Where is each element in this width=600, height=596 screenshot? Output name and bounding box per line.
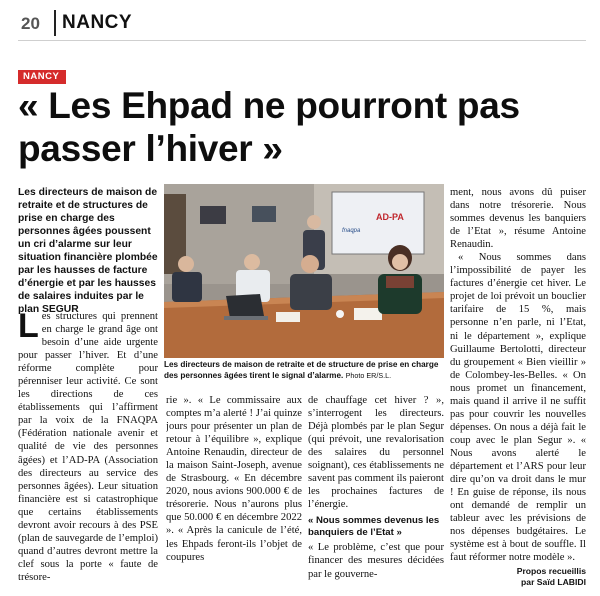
article-column-4 (450, 186, 586, 564)
column-1-text: es structures qui prennent en charge le grand âge ont besoin d’une aide urgente pour passer l’hiver. Et d’une réforme complète pour pérenniser leur activité. Ce sont les directions de ces établissements qui l’affirment par la voix de la FNAQPA (Fédération nationale avenir et qualité de vie des personnes âgées) et l’AD-PA (Association des directeurs au service des personnes âgées). Leur situation financière est si catastrophique que certains établissements devront avoir recours à des PSE (plan de sauvegarde de l’emploi) quand d’autres devront mettre la clef sous la porte « faute de trésore- (18, 311, 158, 583)
column-2-text: rie ». « Le commissaire aux comptes m’a alerté ! J’ai quinze jours pour présenter un plan de retour à l’équilibre », explique Antoine Renaudin, directeur de la maison Saint-Joseph, avenue de Strasbourg. « En décembre 2020, nous avions 900.000 € de trésorerie. Nous n’aurons plus que 50.000 € en décembre 2022 ». « Après la canicule de l’été, les Ehpads feront-ils l’objet de coupures (166, 395, 302, 563)
article-column-3 (308, 394, 444, 584)
column-4-paragraph-1: ment, nous avons dû puiser dans notre trésorerie. Nous sommes devenus les banquiers de l’Etat », résume Antoine Renaudin. (450, 187, 586, 251)
section-title: NANCY (62, 12, 133, 33)
headline: « Les Ehpad ne pourront pas passer l’hiver » (18, 85, 520, 169)
inter-title: « Nous sommes devenus les banquiers de l’Etat » (308, 515, 440, 539)
meeting-photo-illustration (164, 184, 444, 358)
article-photo (164, 184, 444, 358)
signature-line-2: par Saïd LABIDI (521, 577, 586, 587)
header-divider (54, 10, 56, 36)
article-column-1 (18, 310, 158, 585)
drop-cap: L (18, 310, 39, 345)
article-column-2 (166, 394, 302, 584)
photo-caption (164, 360, 446, 381)
column-4-paragraph-2: « Nous sommes dans l’impossibilité de payer les factures d’énergie cet hiver. Le projet de loi prévoit un bouclier tarifaire de 15 %, mais personne n’en parle, ni l’Etat, ni le département », explique Guillaume Bertolotti, directeur du groupement « Bien vieillir » de Colombey-les-Belles. « On nous promet un financement, mais quand il arrive il ne suffit pas pour couvrir les nouvelles dépenses. On nous a déjà fait le coup avec le plan Segur ». « Nous avons alerté le département et l’ARS pour leur dire qu’on va droit dans le mur ! En guise de réponse, ils nous ont demandé de remplir un tableur avec les prévisions de nos dépenses budgétaires. Le système est à bout de souffle. Il faut réformer notre modèle ». (450, 252, 586, 564)
article-lead: Les directeurs de maison de retraite et de structures de prise en charge des personnes âgées poussent un cri d’alarme sur leur situation financière plombée par les hausses de facture d’énergie et par les hausses de salaires induites par le plan SEGUR (18, 187, 158, 315)
kicker-label: NANCY (18, 70, 66, 84)
screen-logo-text: fnaqpa (342, 228, 361, 234)
column-3-paragraph-2: « Le problème, c’est que pour financer des mesures décidées par le gouverne- (308, 542, 444, 580)
caption-text: Les directeurs de maison de retraite et de structure de prise en charge des personnes âgées tirent le signal d’alarme. (164, 360, 439, 380)
page-number: 20 (21, 14, 40, 33)
author-signature (430, 566, 586, 588)
photo-credit: Photo ER/S.L. (345, 370, 392, 380)
screen-text: AD-PA (376, 212, 404, 222)
column-3-paragraph-1: de chauffage cet hiver ? », s’interrogent les directeurs. Déjà plombés par le plan Segur (qui prévoit, une revalorisation des salaires du personnel soignant), ces établissements ne savent pas comment ils paieront les prochaines factures de l’énergie. (308, 395, 444, 511)
header-rule (18, 40, 586, 41)
signature-line-1: Propos recueillis (516, 566, 586, 576)
